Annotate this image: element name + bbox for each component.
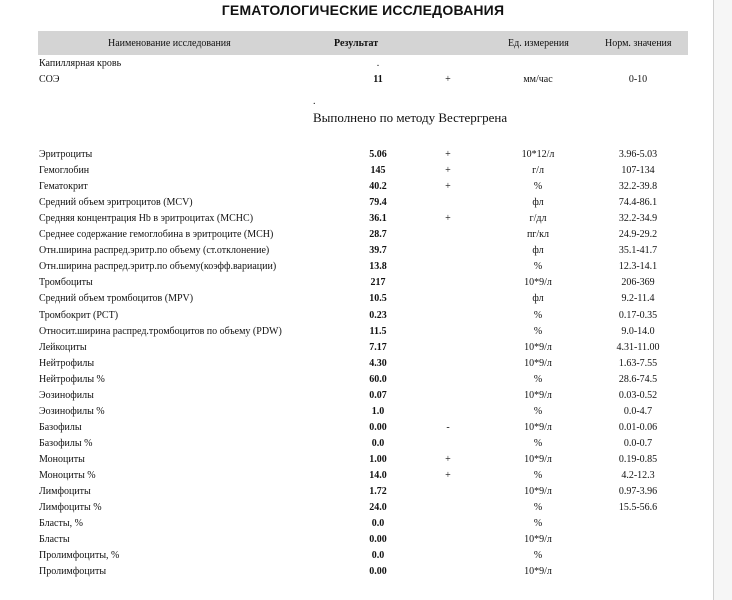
test-result: 4.30	[369, 357, 387, 369]
test-name: Лимфоциты	[39, 486, 91, 498]
test-flag: +	[445, 453, 451, 465]
test-name: Тромбокрит (PCT)	[39, 309, 119, 321]
test-unit: 10*9/л	[524, 421, 552, 433]
test-norm: 32.2-34.9	[618, 213, 658, 225]
test-name: Бласты, %	[39, 518, 83, 530]
test-norm: 107-134	[621, 165, 655, 177]
test-unit: 10*12/л	[521, 149, 555, 160]
test-norm: 4.2-12.3	[621, 470, 655, 481]
test-unit: %	[533, 502, 543, 514]
test-norm: 12.3-14.1	[618, 261, 658, 273]
test-result: 28.7	[369, 229, 387, 241]
test-norm: 74.4-86.1	[618, 197, 658, 209]
header-norm: Норм. значения	[605, 38, 672, 49]
test-unit: 10*9/л	[524, 277, 552, 289]
test-name: Лимфоциты %	[39, 502, 102, 514]
test-unit: 10*9/л	[524, 453, 552, 465]
test-result: 1.72	[369, 486, 387, 498]
test-result: 0.00	[369, 421, 387, 433]
test-flag: +	[445, 165, 451, 177]
section-result: .	[376, 58, 380, 69]
test-name: Нейтрофилы	[39, 357, 95, 369]
test-name: Эозинофилы	[39, 389, 94, 401]
test-result: 0.00	[369, 534, 387, 546]
test-result: 14.0	[369, 470, 387, 481]
test-norm: 0.0-0.7	[623, 437, 653, 449]
page-edge	[713, 0, 714, 600]
test-unit: %	[533, 518, 543, 530]
test-name: Пролимфоциты, %	[39, 550, 120, 562]
test-norm: 1.63-7.55	[618, 357, 658, 369]
test-name: Лейкоциты	[39, 341, 87, 353]
esr-name: СОЭ	[39, 74, 60, 85]
test-unit: фл	[532, 197, 544, 209]
test-result: 1.0	[371, 405, 385, 417]
test-result: 13.8	[369, 261, 387, 273]
test-unit: 10*9/л	[524, 357, 552, 369]
test-name: Нейтрофилы %	[39, 373, 105, 385]
test-name: Относит.ширина распред.тромбоцитов по объему (PDW)	[39, 325, 282, 337]
test-result: 36.1	[369, 213, 387, 225]
test-flag: -	[446, 421, 450, 433]
test-result: 79.4	[369, 197, 387, 209]
test-name: Моноциты %	[39, 470, 96, 481]
test-unit: %	[533, 373, 543, 385]
test-norm: 0.0-4.7	[623, 405, 653, 417]
test-norm: 24.9-29.2	[618, 229, 658, 241]
test-unit: г/л	[532, 165, 544, 177]
test-name: Гематокрит	[39, 181, 88, 193]
test-unit: пг/кл	[526, 229, 550, 241]
test-norm: 0.97-3.96	[618, 486, 658, 498]
test-norm: 206-369	[621, 277, 655, 289]
test-name: Базофилы %	[39, 437, 93, 449]
test-name: Среднее содержание гемоглобина в эритроците (MCH)	[39, 229, 274, 241]
test-unit: %	[533, 181, 543, 193]
test-norm: 3.96-5.03	[618, 149, 658, 160]
header-unit: Ед. измерения	[508, 38, 569, 49]
test-norm: 0.17-0.35	[618, 309, 658, 321]
esr-unit: мм/час	[523, 74, 553, 85]
test-norm: 0.19-0.85	[618, 453, 658, 465]
test-norm: 0.01-0.06	[618, 421, 658, 433]
test-name: Пролимфоциты	[39, 566, 107, 578]
test-result: 11.5	[369, 325, 387, 337]
header-name: Наименование исследования	[108, 38, 231, 49]
test-name: Отн.ширина распред.эритр.по объему(коэфф.вариации)	[39, 261, 277, 273]
test-result: 5.06	[369, 149, 387, 160]
test-norm: 28.6-74.5	[618, 373, 658, 385]
test-result: 24.0	[369, 502, 387, 514]
test-norm: 4.31-11.00	[616, 341, 660, 353]
test-flag: +	[445, 181, 451, 193]
test-name: Тромбоциты	[39, 277, 93, 289]
test-unit: г/дл	[529, 213, 547, 225]
test-result: 0.0	[371, 550, 385, 562]
section-name: Капиллярная кровь	[39, 58, 122, 69]
test-result: 0.0	[371, 437, 385, 449]
test-result: 0.07	[369, 389, 387, 401]
esr-flag: +	[445, 74, 451, 85]
test-unit: %	[533, 470, 543, 481]
test-norm: 9.2-11.4	[621, 293, 655, 305]
test-unit: %	[533, 550, 543, 562]
test-unit: 10*9/л	[524, 534, 552, 546]
test-name: Бласты	[39, 534, 70, 546]
table-header	[38, 31, 688, 55]
test-result: 0.23	[369, 309, 387, 321]
test-unit: фл	[532, 293, 544, 305]
test-name: Средняя концентрация Hb в эритроцитах (MCHC)	[39, 213, 254, 225]
test-unit: %	[533, 309, 543, 321]
test-norm: 32.2-39.8	[618, 181, 658, 193]
test-result: 10.5	[369, 293, 387, 305]
test-unit: 10*9/л	[524, 341, 552, 353]
test-unit: 10*9/л	[524, 566, 552, 578]
test-result: 217	[370, 277, 386, 289]
test-unit: фл	[532, 245, 544, 257]
test-norm: 35.1-41.7	[618, 245, 658, 257]
test-unit: %	[533, 405, 543, 417]
test-norm: 9.0-14.0	[621, 325, 655, 337]
test-result: 1.00	[369, 453, 387, 465]
test-flag: +	[445, 470, 451, 481]
test-result: 7.17	[369, 341, 387, 353]
test-flag: +	[445, 213, 451, 225]
esr-norm: 0-10	[628, 74, 648, 85]
test-name: Моноциты	[39, 453, 85, 465]
test-unit: %	[533, 261, 543, 273]
test-result: 145	[370, 165, 386, 177]
test-result: 39.7	[369, 245, 387, 257]
test-result: 0.00	[369, 566, 387, 578]
test-unit: 10*9/л	[524, 486, 552, 498]
header-result: Результат	[334, 38, 379, 49]
test-name: Средний объем эритроцитов (MCV)	[39, 197, 193, 209]
test-name: Отн.ширина распред.эритр.по объему (ст.отклонение)	[39, 245, 270, 257]
test-norm: 15.5-56.6	[618, 502, 658, 514]
test-flag: +	[445, 149, 451, 160]
test-name: Гемоглобин	[39, 165, 90, 177]
test-unit: %	[533, 325, 543, 337]
test-name: Базофилы	[39, 421, 82, 433]
test-result: 0.0	[371, 518, 385, 530]
esr-result: 11	[373, 74, 383, 85]
method-note: Выполнено по методу Вестергрена	[313, 110, 508, 125]
test-name: Эозинофилы %	[39, 405, 105, 417]
method-dot: .	[313, 96, 316, 107]
test-norm: 0.03-0.52	[618, 389, 658, 401]
test-result: 60.0	[369, 373, 387, 385]
test-result: 40.2	[369, 181, 387, 193]
test-unit: 10*9/л	[524, 389, 552, 401]
test-unit: %	[533, 437, 543, 449]
test-name: Эритроциты	[39, 149, 93, 160]
test-name: Средний объем тромбоцитов (MPV)	[39, 293, 194, 305]
report-title: ГЕМАТОЛОГИЧЕСКИЕ ИССЛЕДОВАНИЯ	[221, 2, 505, 18]
